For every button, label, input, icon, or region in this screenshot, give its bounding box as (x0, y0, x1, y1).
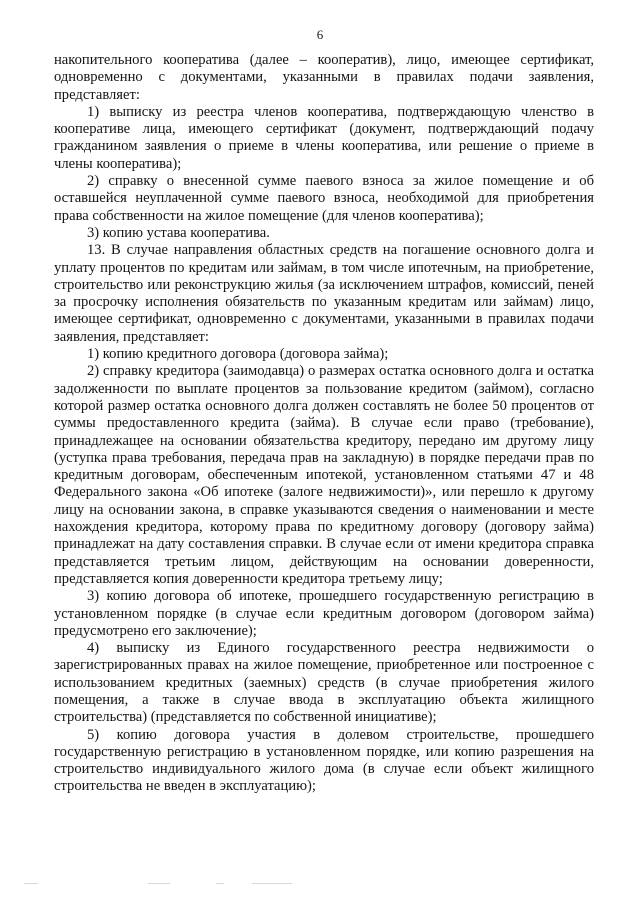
paragraph-item-3-mortgage-contract: 3) копию договора об ипотеке, прошедшего государственную регистрацию в установленном порядке (в случае если кредитным договором (договором займа) предусмотрено его заключение); (54, 588, 594, 639)
paragraph-item-4-registry-extract: 4) выписку из Единого государственного реестра недвижимости о зарегистрированных правах на жилое помещение, приобретенное или построенное с использованием кредитных (заемных) средств (в случае приобретения жилого помещения, а также в случае ввода в эксплуатацию объекта жилищного строительства) (представляется по собственной инициативе); (54, 640, 594, 726)
paragraph-clause-13: 13. В случае направления областных средств на погашение основного долга и уплату процентов по кредитам или займам, в том числе ипотечным, на приобретение, строительство или реконструкцию жилья (за исключением штрафов, комиссий, пеней за просрочку исполнения обязательств по указанным кредитам или займам) лицо, имеющее сертификат, одновременно с документами, указанными в правилах подачи заявления, представляет: (54, 242, 594, 345)
paragraph-item-1-membership-extract: 1) выписку из реестра членов кооператива, подтверждающую членство в кооперативе лица, имеющего сертификат (документ, подтверждающий подачу гражданином заявления о приеме в члены кооператива, или решение о приеме в члены кооператива); (54, 103, 594, 172)
page-number: 6 (316, 27, 324, 42)
paragraph-item-2-share-certificate: 2) справку о внесенной сумме паевого взноса за жилое помещение и об оставшейся неуплаченной сумме паевого взноса, необходимой для приобретения права собственности на жилое помещение (для членов кооператива); (54, 173, 594, 224)
scan-artifact-marks (20, 883, 620, 886)
paragraph-item-3-charter-copy: 3) копию устава кооператива. (87, 224, 270, 241)
paragraph-item-5-construction-contract: 5) копию договора участия в долевом строительстве, прошедшего государственную регистрацию в установленном порядке, или копию разрешения на строительство индивидуального жилого дома (в случае если объект жилищного строительства не введен в эксплуатацию); (54, 726, 594, 795)
paragraph-continuation: накопительного кооператива (далее – кооператив), лицо, имеющее сертификат, одновременно с документами, указанными в правилах подачи заявления, представляет: (54, 52, 594, 103)
paragraph-item-2-lender-certificate: 2) справку кредитора (заимодавца) о размерах остатка основного долга и остатка задолженности по выплате процентов за пользование кредитом (займом), согласно которой размер остатка основного долга должен составлять не более 50 процентов от суммы предоставленного кредита (займа). В случае если право (требование), принадлежащее на основании обязательства кредитору, передано им другому лицу (уступка права требования, передача прав на закладную) в порядке передачи прав по кредитным договорам, обеспеченным ипотекой, установленном статьями 47 и 48 Федерального закона «Об ипотеке (залоге недвижимости)», или перешло к другому лицу на основании закона, в справке указываются сведения о наименовании и месте нахождения кредитора, которому права по кредитному договору (договору займа) принадлежат на дату составления справки. В случае если от имени кредитора справка представляется третьим лицом, действующим на основании доверенности, представляется копия доверенности кредитора третьему лицу; (54, 363, 594, 587)
document-body (54, 52, 594, 796)
paragraph-item-1-loan-agreement: 1) копию кредитного договора (договора займа); (87, 346, 389, 363)
